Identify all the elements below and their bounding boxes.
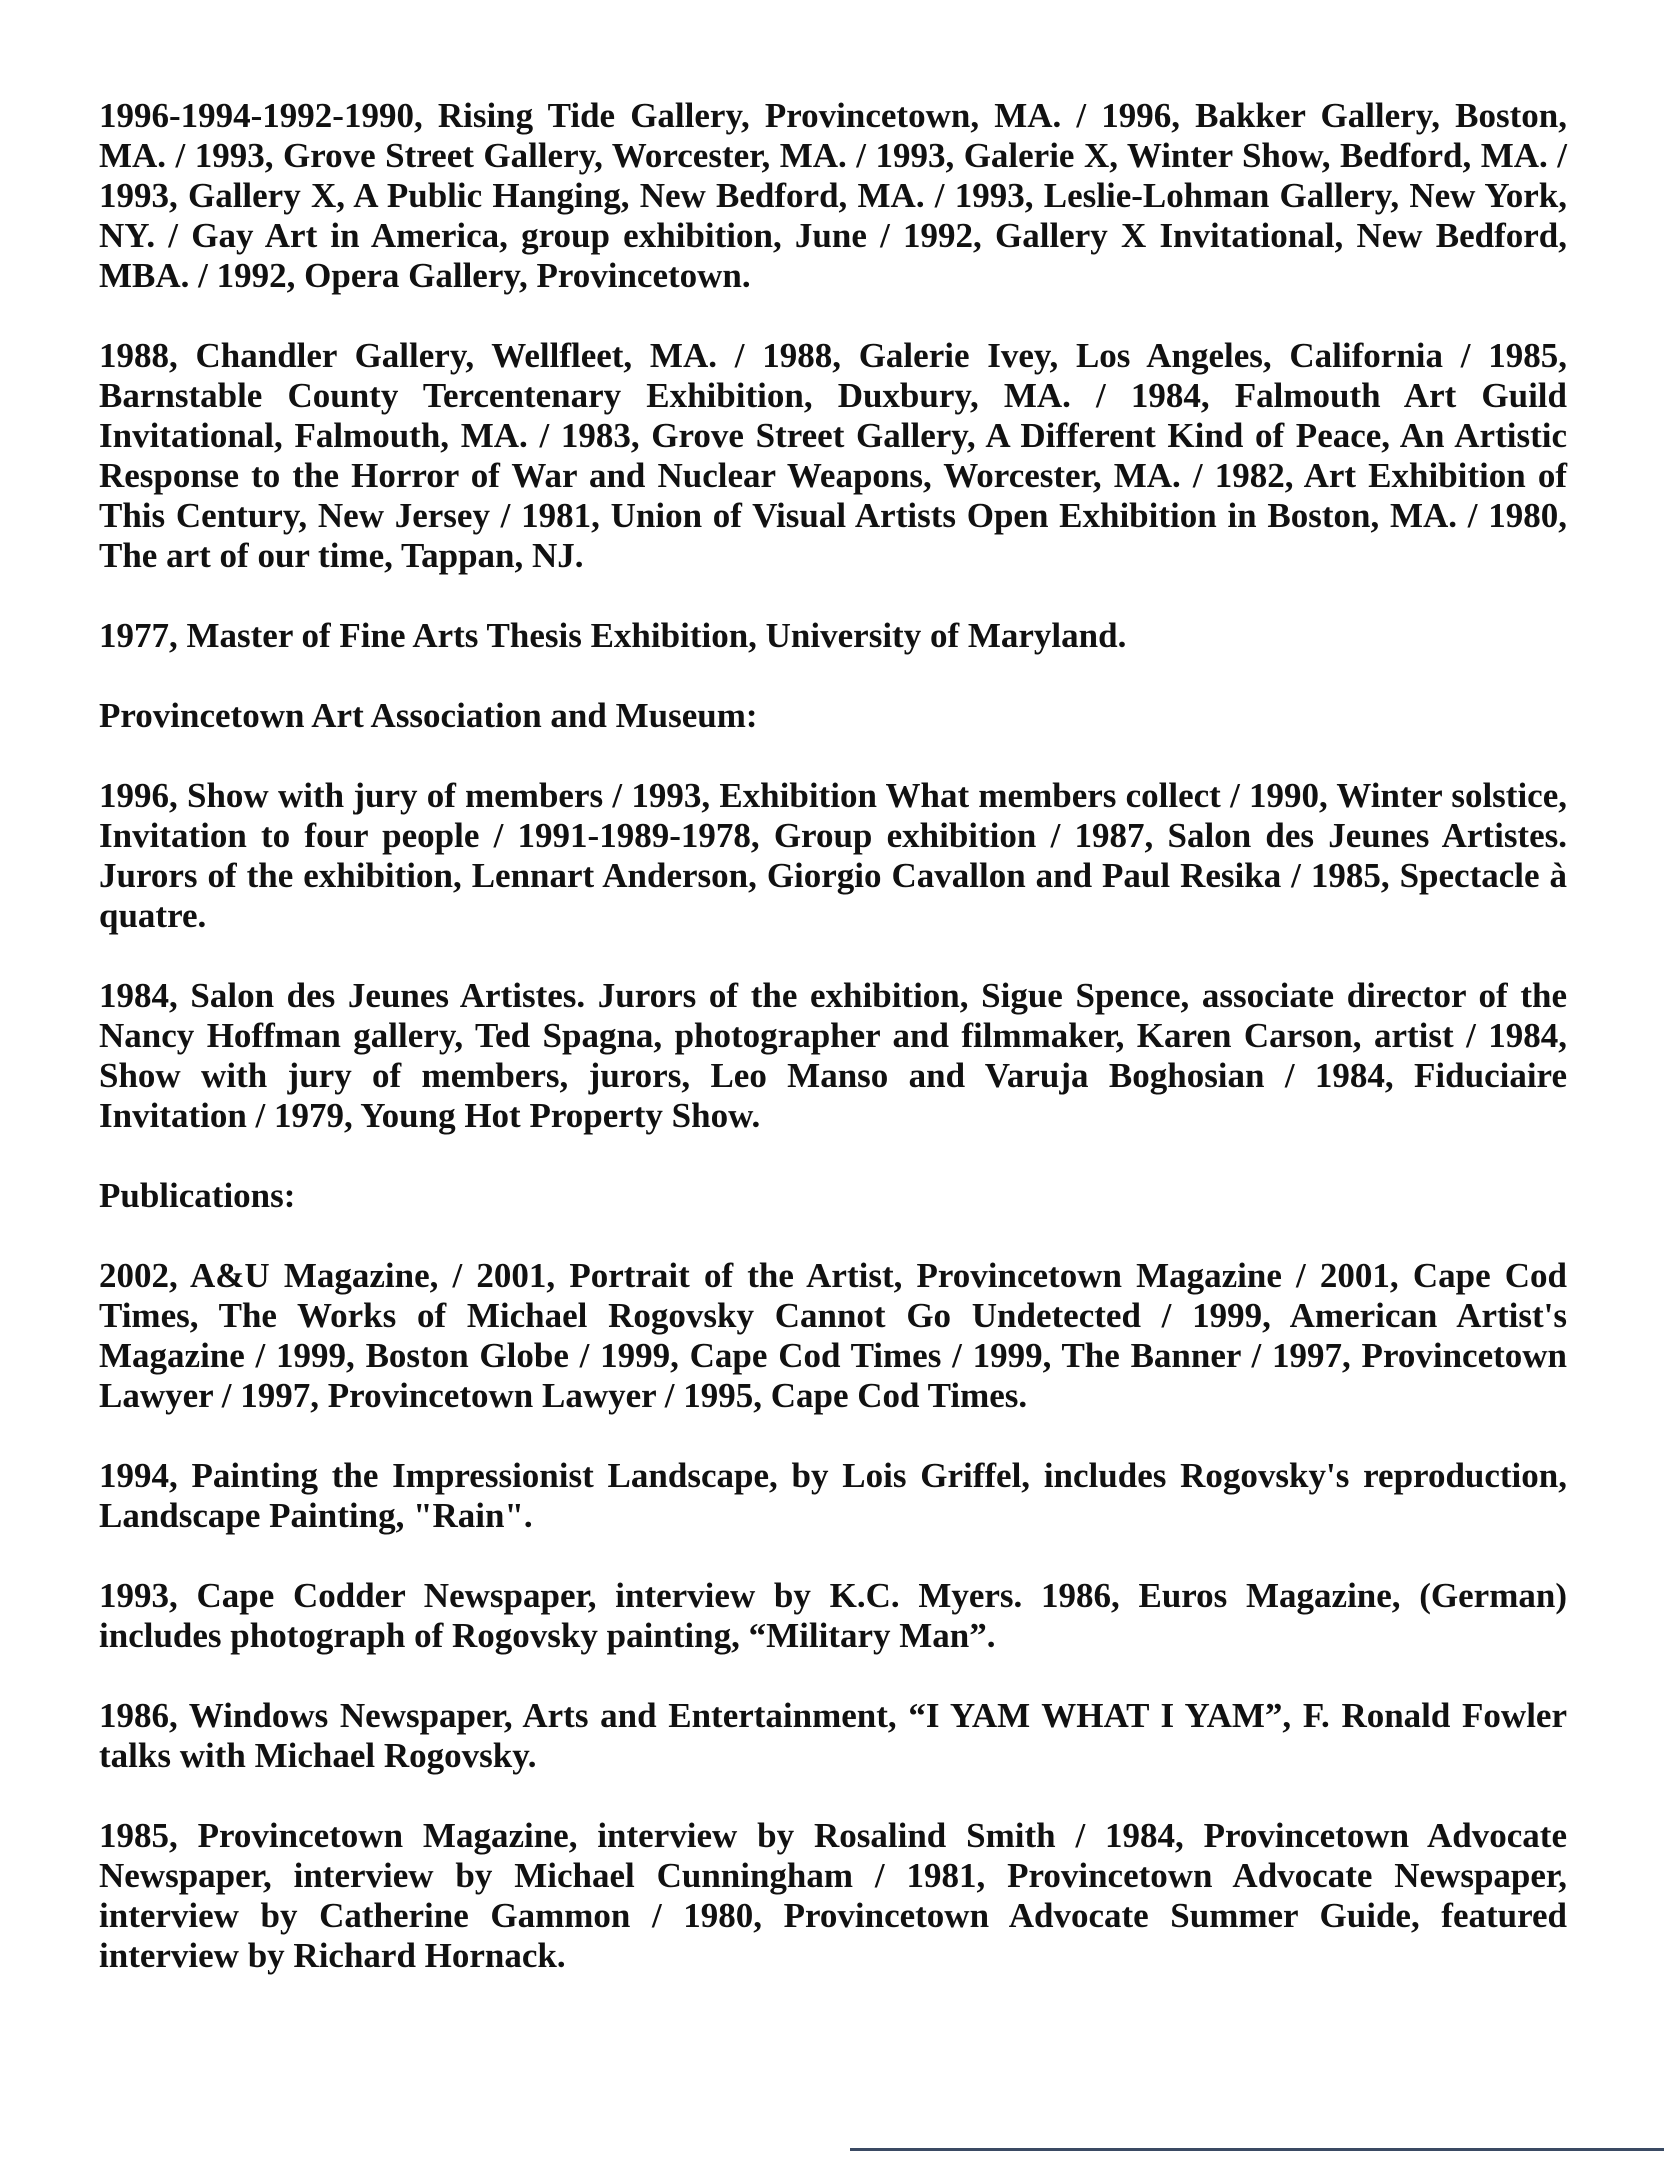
document-body bbox=[99, 96, 1567, 1976]
paragraph-exhibitions-1980s: 1988, Chandler Gallery, Wellfleet, MA. / 1988, Galerie Ivey, Los Angeles, California / 1985, Barnstable County Tercentenary Exhibition, Duxbury, MA. / 1984, Falmouth Art Guild Invitational, Falmouth, MA. / 1983, Grove Street Gallery, A Different Kind of Peace, An Artistic Response to the Horror of War and Nuclear Weapons, Worcester, MA. / 1982, Art Exhibition of This Century, New Jersey / 1981, Union of Visual Artists Open Exhibition in Boston, MA. / 1980, The art of our time, Tappan, NJ. bbox=[99, 336, 1567, 575]
section-heading-provincetown-art-association: Provincetown Art Association and Museum: bbox=[99, 696, 758, 735]
paragraph-publication-1986: 1986, Windows Newspaper, Arts and Entertainment, “I YAM WHAT I YAM”, F. Ronald Fowler talks with Michael Rogovsky. bbox=[99, 1696, 1567, 1775]
section-heading-publications: Publications: bbox=[99, 1176, 296, 1215]
paragraph-publication-1994: 1994, Painting the Impressionist Landscape, by Lois Griffel, includes Rogovsky's reproduction, Landscape Painting, "Rain". bbox=[99, 1456, 1567, 1535]
bottom-edge-rule bbox=[850, 2148, 1664, 2151]
paragraph-publication-1993: 1993, Cape Codder Newspaper, interview by K.C. Myers. 1986, Euros Magazine, (German) includes photograph of Rogovsky painting, “Military Man”. bbox=[99, 1576, 1567, 1655]
paragraph-publications-magazines: 2002, A&U Magazine, / 2001, Portrait of the Artist, Provincetown Magazine / 2001, Cape Cod Times, The Works of Michael Rogovsky Cannot Go Undetected / 1999, American Artist's Magazine / 1999, Boston Globe / 1999, Cape Cod Times / 1999, The Banner / 1997, Provincetown Lawyer / 1997, Provincetown Lawyer / 1995, Cape Cod Times. bbox=[99, 1256, 1567, 1415]
paragraph-salon-1984: 1984, Salon des Jeunes Artistes. Jurors of the exhibition, Sigue Spence, associate director of the Nancy Hoffman gallery, Ted Spagna, photographer and filmmaker, Karen Carson, artist / 1984, Show with jury of members, jurors, Leo Manso and Varuja Boghosian / 1984, Fiduciaire Invitation / 1979, Young Hot Property Show. bbox=[99, 976, 1567, 1135]
paragraph-paam-exhibitions: 1996, Show with jury of members / 1993, Exhibition What members collect / 1990, Winter solstice, Invitation to four people / 1991-1989-1978, Group exhibition / 1987, Salon des Jeunes Artistes. Jurors of the exhibition, Lennart Anderson, Giorgio Cavallon and Paul Resika / 1985, Spectacle à quatre. bbox=[99, 776, 1567, 935]
paragraph-exhibition-1977: 1977, Master of Fine Arts Thesis Exhibition, University of Maryland. bbox=[99, 616, 1127, 655]
paragraph-exhibitions-1990s: 1996-1994-1992-1990, Rising Tide Gallery, Provincetown, MA. / 1996, Bakker Gallery, Boston, MA. / 1993, Grove Street Gallery, Worcester, MA. / 1993, Galerie X, Winter Show, Bedford, MA. / 1993, Gallery X, A Public Hanging, New Bedford, MA. / 1993, Leslie-Lohman Gallery, New York, NY. / Gay Art in America, group exhibition, June / 1992, Gallery X Invitational, New Bedford, MBA. / 1992, Opera Gallery, Provincetown. bbox=[99, 96, 1567, 295]
paragraph-publication-interviews: 1985, Provincetown Magazine, interview by Rosalind Smith / 1984, Provincetown Advocate Newspaper, interview by Michael Cunningham / 1981, Provincetown Advocate Newspaper, interview by Catherine Gammon / 1980, Provincetown Advocate Summer Guide, featured interview by Richard Hornack. bbox=[99, 1816, 1567, 1975]
